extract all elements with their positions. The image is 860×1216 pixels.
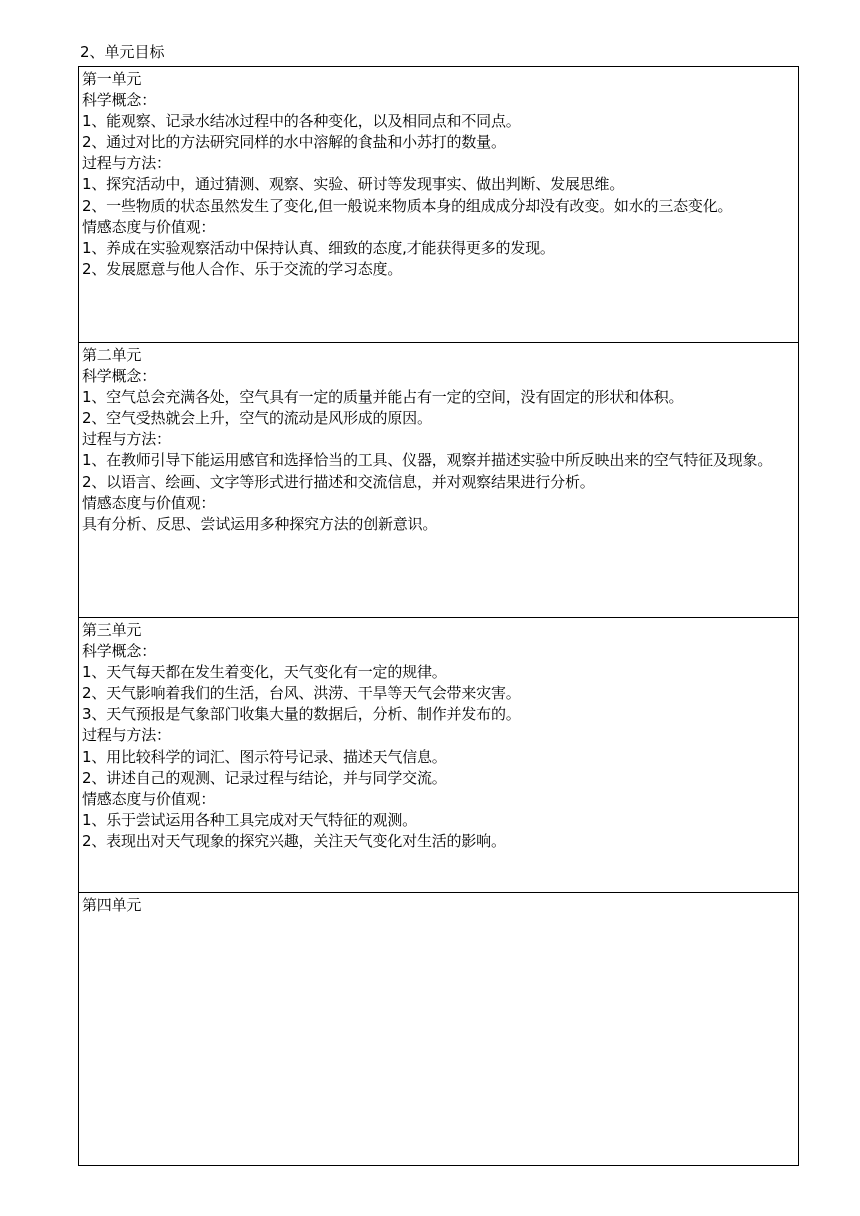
unit-cell-1 xyxy=(79,67,798,342)
unit-title: 第二单元 xyxy=(82,346,142,364)
unit-cell-4 xyxy=(79,892,798,1165)
goal-item: 2、一些物质的状态虽然发生了变化,但一般说来物质本身的组成成分却没有改变。如水的三态变化。 xyxy=(82,196,733,215)
goal-item: 1、天气每天都在发生着变化，天气变化有一定的规律。 xyxy=(82,663,447,682)
goal-item: 2、通过对比的方法研究同样的水中溶解的食盐和小苏打的数量。 xyxy=(82,133,506,152)
goal-item: 3、天气预报是气象部门收集大量的数据后，分析、制作并发布的。 xyxy=(82,705,521,724)
section-label-process-methods: 过程与方法： xyxy=(82,726,171,745)
goal-item: 2、表现出对天气现象的探究兴趣，关注天气变化对生活的影响。 xyxy=(82,831,506,850)
section-label-attitudes-values: 情感态度与价值观： xyxy=(82,493,216,512)
goal-item: 2、空气受热就会上升，空气的流动是风形成的原因。 xyxy=(82,409,432,428)
unit-title: 第一单元 xyxy=(82,70,142,88)
goal-item: 2、讲述自己的观测、记录过程与结论，并与同学交流。 xyxy=(82,768,447,787)
section-label-science-concepts: 科学概念： xyxy=(82,367,157,386)
section-label-attitudes-values: 情感态度与价值观： xyxy=(82,789,216,808)
goal-item: 1、乐于尝试运用各种工具完成对天气特征的观测。 xyxy=(82,810,417,829)
page-heading: 2、单元目标 xyxy=(80,43,165,61)
section-label-science-concepts: 科学概念： xyxy=(82,642,157,661)
goal-item: 2、以语言、绘画、文字等形式进行描述和交流信息，并对观察结果进行分析。 xyxy=(82,472,595,491)
unit-cell-3 xyxy=(79,617,798,892)
unit-cell-2 xyxy=(79,342,798,617)
goal-item: 具有分析、反思、尝试运用多种探究方法的创新意识。 xyxy=(82,514,438,533)
goal-item: 2、发展愿意与他人合作、乐于交流的学习态度。 xyxy=(82,259,403,278)
unit-goals-table xyxy=(78,66,799,1166)
goal-item: 1、养成在实验观察活动中保持认真、细致的态度,才能获得更多的发现。 xyxy=(82,238,555,257)
unit-title: 第四单元 xyxy=(82,896,142,914)
goal-item: 1、探究活动中，通过猜测、观察、实验、研讨等发现事实、做出判断、发展思维。 xyxy=(82,175,625,194)
section-label-process-methods: 过程与方法： xyxy=(82,154,171,173)
goal-item: 1、空气总会充满各处，空气具有一定的质量并能占有一定的空间，没有固定的形状和体积。 xyxy=(82,388,684,407)
goal-item: 1、能观察、记录水结冰过程中的各种变化，以及相同点和不同点。 xyxy=(82,112,521,131)
goal-item: 2、天气影响着我们的生活，台风、洪涝、干旱等天气会带来灾害。 xyxy=(82,684,521,703)
goal-item: 1、用比较科学的词汇、图示符号记录、描述天气信息。 xyxy=(82,747,447,766)
goal-item: 1、在教师引导下能运用感官和选择恰当的工具、仪器，观察并描述实验中所反映出来的空气特征及现象。 xyxy=(82,451,773,470)
section-label-science-concepts: 科学概念： xyxy=(82,91,157,110)
section-label-process-methods: 过程与方法： xyxy=(82,430,171,449)
unit-title: 第三单元 xyxy=(82,621,142,639)
section-label-attitudes-values: 情感态度与价值观： xyxy=(82,217,216,236)
